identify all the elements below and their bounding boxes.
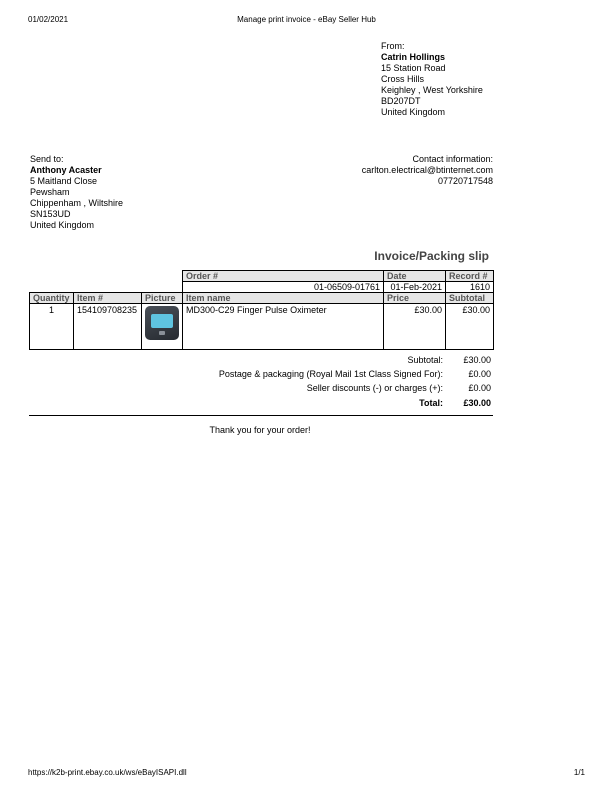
send-to-line: Pewsham <box>30 187 70 197</box>
item-name-header: Item name <box>183 293 384 304</box>
divider <box>29 415 493 416</box>
postage-value: £0.00 <box>468 369 491 379</box>
order-number: 01-06509-01761 <box>183 282 384 293</box>
item-subtotal: £30.00 <box>446 304 494 350</box>
from-line: Cross Hills <box>381 74 425 84</box>
contact-label: Contact information: <box>412 154 493 164</box>
item-picture-cell <box>142 304 183 350</box>
contact-block <box>362 154 493 187</box>
contact-phone: 07720717548 <box>437 176 493 186</box>
item-number[interactable]: 154109708235 <box>74 304 142 350</box>
print-date: 01/02/2021 <box>28 15 69 24</box>
postage-label: Postage & packaging (Royal Mail 1st Class Signed For): <box>218 369 443 379</box>
item-name[interactable]: MD300-C29 Finger Pulse Oximeter <box>183 304 384 350</box>
document-title: Invoice/Packing slip <box>374 249 489 263</box>
picture-header: Picture <box>142 293 183 304</box>
order-value-row <box>30 282 494 293</box>
record-number-header: Record # <box>446 271 494 282</box>
discount-value: £0.00 <box>468 383 491 393</box>
from-label: From: <box>381 41 405 51</box>
page-number: 1/1 <box>573 768 585 777</box>
total-value: £30.00 <box>463 398 491 408</box>
record-number: 1610 <box>446 282 494 293</box>
send-to-line: SN153UD <box>30 209 71 219</box>
from-line: United Kingdom <box>381 107 446 117</box>
from-line: Keighley , West Yorkshire <box>381 85 483 95</box>
item-price: £30.00 <box>384 304 446 350</box>
send-to-line: United Kingdom <box>30 220 95 230</box>
price-header: Price <box>384 293 446 304</box>
total-label: Total: <box>419 398 443 408</box>
subtotal-value: £30.00 <box>463 355 491 365</box>
send-to-line: Chippenham , Wiltshire <box>30 198 124 208</box>
subtotal-header: Subtotal <box>446 293 494 304</box>
order-table <box>29 270 494 350</box>
from-line: BD207DT <box>381 96 421 106</box>
thank-you-message: Thank you for your order! <box>209 425 311 435</box>
send-to-block <box>30 154 123 231</box>
print-title: Manage print invoice - eBay Seller Hub <box>237 15 376 24</box>
order-number-header: Order # <box>183 271 384 282</box>
item-quantity: 1 <box>30 304 74 350</box>
items-header-row <box>30 293 494 304</box>
pulse-oximeter-photo-icon[interactable] <box>145 306 179 340</box>
from-block <box>381 41 483 118</box>
subtotal-label: Subtotal: <box>407 355 443 365</box>
order-date-header: Date <box>384 271 446 282</box>
footer-url[interactable]: https://k2b-print.ebay.co.uk/ws/eBayISAPI.dll <box>28 768 187 777</box>
send-to-label: Send to: <box>30 154 64 164</box>
table-row <box>30 304 494 350</box>
send-to-name: Anthony Acaster <box>30 165 102 175</box>
order-header-row <box>30 271 494 282</box>
contact-email[interactable]: carlton.electrical@btinternet.com <box>361 165 493 175</box>
quantity-header: Quantity <box>30 293 74 304</box>
item-number-header: Item # <box>74 293 142 304</box>
discount-label: Seller discounts (-) or charges (+): <box>306 383 443 393</box>
from-name: Catrin Hollings <box>381 52 446 62</box>
order-date: 01-Feb-2021 <box>384 282 446 293</box>
send-to-line: 5 Maitland Close <box>30 176 98 186</box>
from-line: 15 Station Road <box>381 63 446 73</box>
